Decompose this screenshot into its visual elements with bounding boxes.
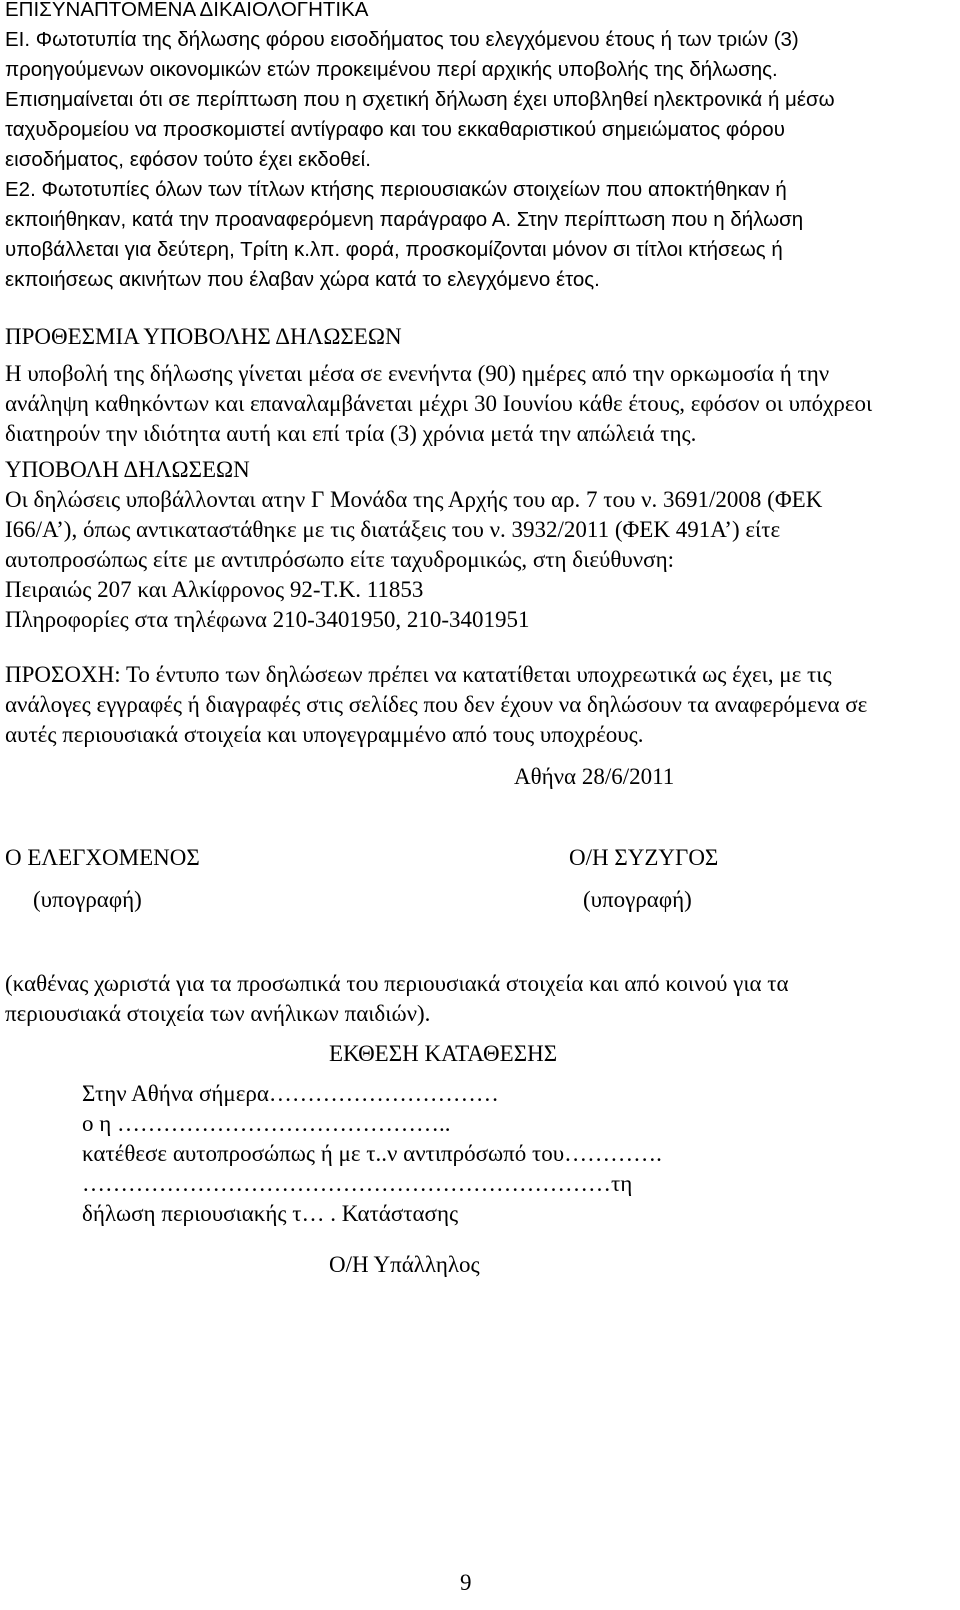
deadline-section bbox=[5, 322, 945, 449]
inspected-person-title: Ο ΕΛΕΓΧΟΜΕΝΟΣ bbox=[5, 845, 200, 870]
report-line: ο η …………………………………….. bbox=[82, 1111, 451, 1136]
report-line: κατέθεσε αυτοπροσώπως ή με τ..ν αντιπρόσωπό του…………. bbox=[82, 1141, 662, 1166]
submission-section bbox=[5, 455, 945, 635]
note-line: (καθένας χωριστά για τα προσωπικά του περιουσιακά στοιχεία και από κοινού για τα bbox=[5, 971, 789, 996]
e2-paragraph bbox=[5, 175, 945, 295]
note-line: περιουσιακά στοιχεία των ανήλικων παιδιών). bbox=[5, 1001, 431, 1026]
deadline-heading: ΠΡΟΘΕΣΜΙΑ ΥΠΟΒΟΛΗΣ ΔΗΛΩΣΕΩΝ bbox=[5, 324, 402, 349]
deadline-line: διατηρούν την ιδιότητα αυτή και επί τρία (3) χρόνια μετά την απώλειά της. bbox=[5, 421, 697, 446]
submission-line: αυτοπροσώπως είτε με αντιπρόσωπο είτε ταχυδρομικώς, στη διεύθυνση: bbox=[5, 547, 674, 572]
spouse-title: Ο/Η ΣΥΖΥΓΟΣ bbox=[569, 845, 719, 870]
deadline-paragraph bbox=[5, 359, 945, 449]
supporting-documents-heading: ΕΠΙΣΥΝΑΠΤΟΜΕΝΑ ΔΙΚΑΙΟΛΟΓΗΤΙΚΑ bbox=[5, 0, 369, 21]
e1-line: εισοδήματος, εφόσον τούτο έχει εκδοθεί. bbox=[5, 148, 371, 171]
separately-note bbox=[5, 969, 945, 1029]
report-line: δήλωση περιουσιακής τ… . Κατάστασης bbox=[82, 1201, 459, 1226]
supporting-documents-section bbox=[5, 0, 945, 295]
address-line: Πειραιώς 207 και Αλκίφρονος 92-Τ.Κ. 11853 bbox=[5, 577, 424, 602]
report-line: ……………………………………………………………τη bbox=[82, 1171, 633, 1196]
report-line: Στην Αθήνα σήμερα………………………… bbox=[82, 1081, 499, 1106]
phone-line: Πληροφορίες στα τηλέφωνα 210-3401950, 210-3401951 bbox=[5, 607, 530, 632]
attention-section bbox=[5, 660, 945, 750]
attention-line: ανάλογες εγγραφές ή διαγραφές στις σελίδες που δεν έχουν να δηλώσουν τα αναφερόμενα σε bbox=[5, 692, 868, 717]
spouse-signature: (υπογραφή) bbox=[583, 887, 692, 912]
clerk-signature-label: Ο/Η Υπάλληλος bbox=[329, 1252, 480, 1277]
e2-line: υποβάλλεται για δεύτερη, Τρίτη κ.λπ. φορά, προσκομίζονται μόνον σι τίτλοι κτήσεως ή bbox=[5, 238, 783, 261]
deadline-line: Η υποβολή της δήλωσης γίνεται μέσα σε ενενήντα (90) ημέρες από την ορκωμοσία ή την bbox=[5, 361, 830, 386]
attention-line: ΠΡΟΣΟΧΗ: Το έντυπο των δηλώσεων πρέπει να κατατίθεται υποχρεωτικά ως έχει, με τις bbox=[5, 662, 832, 687]
e2-line: εκποιήθηκαν, κατά την προαναφερόμενη παράγραφο Α. Στην περίπτωση που η δήλωση bbox=[5, 208, 804, 231]
submission-heading: ΥΠΟΒΟΛΗ ΔΗΛΩΣΕΩΝ bbox=[5, 457, 250, 482]
submission-line: Ι66/Α’), όπως αντικαταστάθηκε με τις διατάξεις του ν. 3932/2011 (ΦΕΚ 491Α’) είτε bbox=[5, 517, 781, 542]
e1-line: προηγούμενων οικονομικών ετών προκειμένου περί αρχικής υποβολής της δήλωσης. bbox=[5, 58, 778, 81]
e1-line: ταχυδρομείου να προσκομιστεί αντίγραφο και του εκκαθαριστικού σημειώματος φόρου bbox=[5, 118, 785, 141]
e2-line: εκποιήσεως ακινήτων που έλαβαν χώρα κατά το ελεγχόμενο έτος. bbox=[5, 268, 600, 291]
attention-line: αυτές περιουσιακά στοιχεία και υπογεγραμμένο από τους υποχρέους. bbox=[5, 722, 644, 747]
e2-line: Ε2. Φωτοτυπίες όλων των τίτλων κτήσης περιουσιακών στοιχείων που αποκτήθηκαν ή bbox=[5, 178, 787, 201]
e1-line: ΕΙ. Φωτοτυπία της δήλωσης φόρου εισοδήματος του ελεγχόμενου έτους ή των τριών (3) bbox=[5, 28, 799, 51]
page-number: 9 bbox=[460, 1570, 472, 1595]
deposit-report-body bbox=[82, 1079, 662, 1229]
deposit-report-heading: ΕΚΘΕΣΗ ΚΑΤΑΘΕΣΗΣ bbox=[329, 1041, 558, 1066]
deadline-line: ανάληψη καθηκόντων και επαναλαμβάνεται μέχρι 30 Ιουνίου κάθε έτους, εφόσον οι υπόχρεοι bbox=[5, 391, 873, 416]
submission-line: Οι δηλώσεις υποβάλλονται ατην Γ Μονάδα της Αρχής του αρ. 7 του ν. 3691/2008 (ΦΕΚ bbox=[5, 487, 823, 512]
inspected-person-signature: (υπογραφή) bbox=[33, 887, 142, 912]
e1-paragraph bbox=[5, 25, 945, 175]
e1-line: Επισημαίνεται ότι σε περίπτωση που η σχετική δήλωση έχει υποβληθεί ηλεκτρονικά ή μέσω bbox=[5, 88, 835, 111]
date-line: Αθήνα 28/6/2011 bbox=[514, 764, 675, 789]
